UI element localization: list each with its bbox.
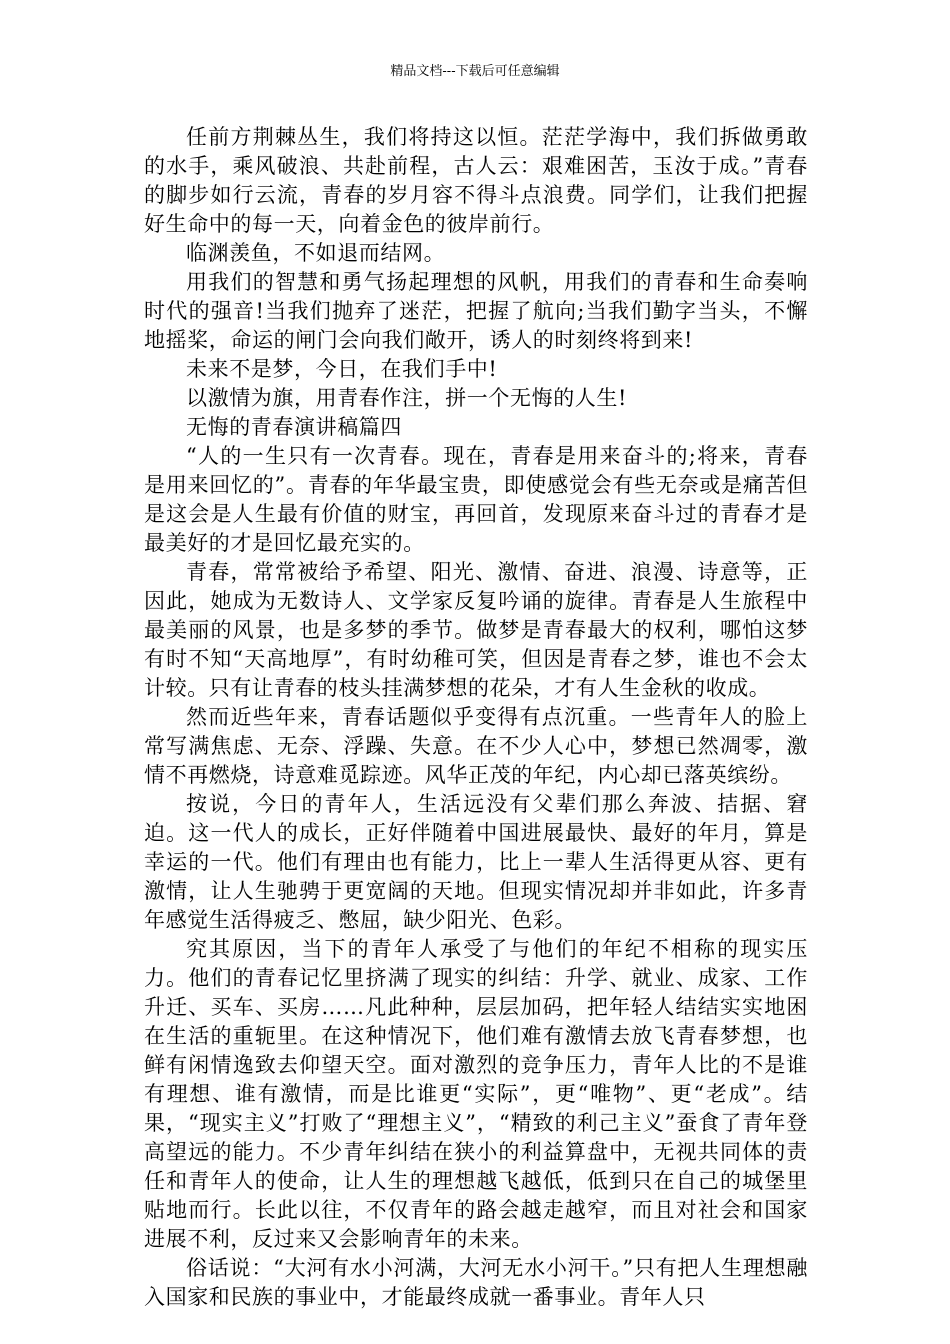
section-heading: 无悔的青春演讲稿篇四 [186, 415, 402, 439]
paragraph: 然而近些年来，青春话题似乎变得有点沉重。一些青年人的脸上常写满焦虑、无奈、浮躁、失意。在不少人心中，梦想已然凋零，激情不再燃烧，诗意难觅踪迹。风华正茂的年纪，内心却已落英缤纷。 [144, 705, 808, 787]
paragraph: 以激情为旗，用青春作注，拼一个无悔的人生! [186, 386, 628, 410]
paragraph: 俗话说：“大河有水小河满，大河无水小河干。”只有把人生理想融入国家和民族的事业中，才能最终成就一番事业。青年人只 [144, 1256, 808, 1309]
paragraph: “人的一生只有一次青春。现在，青春是用来奋斗的;将来，青春是用来回忆的”。青春的年华最宝贵，即使感觉会有些无奈或是痛苦但是这会是人生最有价值的财宝，再回首，发现原来奋斗过的青春才是最美好的才是回忆最充实的。 [144, 444, 808, 555]
paragraph: 究其原因，当下的青年人承受了与他们的年纪不相称的现实压力。他们的青春记忆里挤满了现实的纠结：升学、就业、成家、工作升迁、买车、买房……凡此种种，层层加码，把年轻人结结实实地困在生活的重轭里。在这种情况下，他们难有激情去放飞青春梦想，也鲜有闲情逸致去仰望天空。面对激烈的竞争压力，青年人比的不是谁有理想、谁有激情，而是比谁更“实际”，更“唯物”、更“老成”。结果，“现实主义”打败了“理想主义”，“精致的利己主义”蚕食了青年登高望远的能力。不少青年纠结在狭小的利益算盘中，无视共同体的责任和青年人的使命，让人生的理想越飞越低，低到只在自己的城堡里贴地而行。长此以往，不仅青年的路会越走越窄，而且对社会和国家进展不利，反过来又会影响青年的未来。 [144, 937, 808, 1251]
document-body [144, 123, 808, 1312]
paragraph: 临渊羡鱼，不如退而结网。 [186, 241, 446, 265]
paragraph: 未来不是梦，今日，在我们手中! [186, 357, 498, 381]
paragraph: 用我们的智慧和勇气扬起理想的风帆，用我们的青春和生命奏响时代的强音!当我们抛弃了迷茫，把握了航向;当我们勤字当头，不懈地摇桨，命运的闸门会向我们敞开，诱人的时刻终将到来! [144, 270, 808, 352]
paragraph: 按说，今日的青年人，生活远没有父辈们那么奔波、拮据、窘迫。这一代人的成长，正好伴随着中国进展最快、最好的年月，算是幸运的一代。他们有理由也有能力，比上一辈人生活得更从容、更有激情，让人生驰骋于更宽阔的天地。但现实情况却并非如此，许多青年感觉生活得疲乏、憋屈，缺少阳光、色彩。 [144, 792, 808, 932]
paragraph: 任前方荆棘丛生，我们将持这以恒。茫茫学海中，我们拆做勇敢的水手，乘风破浪、共赴前程，古人云：艰难困苦，玉汝于成。”青春的脚步如行云流，青春的岁月容不得斗点浪费。同学们，让我们把握好生命中的每一天，向着金色的彼岸前行。 [144, 125, 808, 236]
page-header: 精品文档---下载后可任意编辑 [390, 64, 560, 79]
paragraph: 青春，常常被给予希望、阳光、激情、奋进、浪漫、诗意等，正因此，她成为无数诗人、文学家反复吟诵的旋律。青春是人生旅程中最美丽的风景，也是多梦的季节。做梦是青春最大的权利，哪怕这梦有时不知“天高地厚”，有时幼稚可笑，但因是青春之梦，谁也不会太计较。只有让青春的枝头挂满梦想的花朵，才有人生金秋的收成。 [144, 560, 808, 700]
